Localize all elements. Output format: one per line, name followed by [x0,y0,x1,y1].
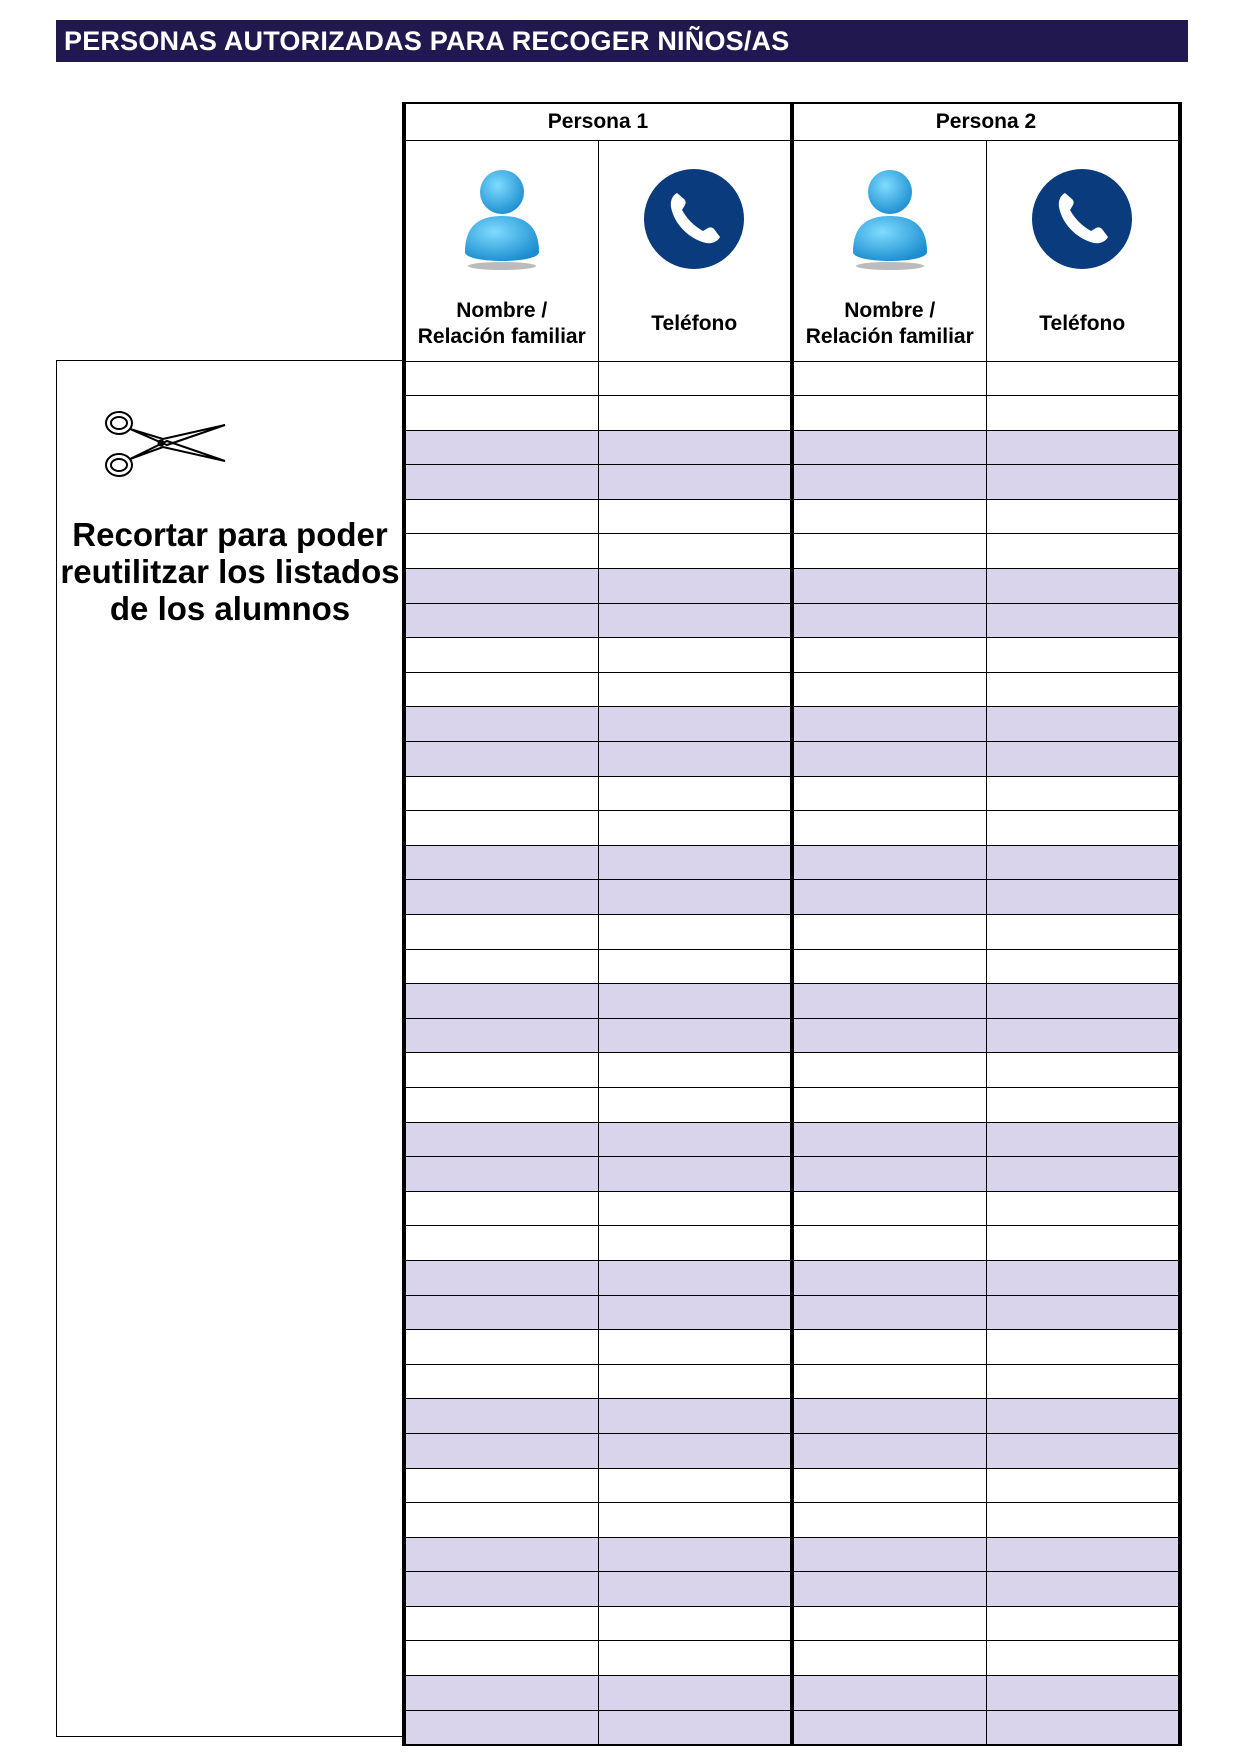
persona-1-phone-cell[interactable] [598,1018,792,1053]
persona-2-name-cell[interactable] [792,1122,986,1157]
persona-1-phone-cell[interactable] [598,1468,792,1503]
persona-2-name-cell[interactable] [792,949,986,984]
persona-1-phone-cell[interactable] [598,1157,792,1192]
persona-2-phone-cell[interactable] [986,811,1180,846]
persona-2-name-cell[interactable] [792,880,986,915]
table-row [404,811,1180,846]
persona-2-name-cell[interactable] [792,499,986,534]
persona-2-name-cell[interactable] [792,569,986,604]
person-icon [457,166,547,272]
table-row [404,984,1180,1019]
persona-1-phone-label: Teléfono [651,311,738,335]
persona-1-phone-cell[interactable] [598,638,792,673]
persona-2-name-cell[interactable] [792,396,986,431]
persona-1-name-cell[interactable] [404,1157,598,1192]
persona-2-phone-cell[interactable] [986,915,1180,950]
persona-2-phone-cell[interactable] [986,1330,1180,1365]
persona-2-name-cell[interactable] [792,1018,986,1053]
persona-1-name-cell[interactable] [404,361,598,396]
persona-1-phone-cell[interactable] [598,1676,792,1711]
persona-1-name-cell[interactable] [404,984,598,1019]
persona-1-phone-cell[interactable] [598,1433,792,1468]
persona-1-name-cell[interactable] [404,1537,598,1572]
cut-note-line-2: reutilitzar los listados [60,553,400,590]
persona-2-phone-cell[interactable] [986,776,1180,811]
persona-1-phone-cell[interactable] [598,569,792,604]
persona-2-phone-cell[interactable] [986,1676,1180,1711]
persona-1-phone-cell[interactable] [598,499,792,534]
persona-2-name-cell[interactable] [792,915,986,950]
table-row [404,396,1180,431]
persona-2-phone-cell[interactable] [986,1157,1180,1192]
table-row [404,845,1180,880]
persona-2-name-cell[interactable] [792,1260,986,1295]
persona-2-name-cell[interactable] [792,603,986,638]
persona-1-name-cell[interactable] [404,1018,598,1053]
phone-icon [644,169,744,269]
persona-1-phone-cell[interactable] [598,534,792,569]
persona-1-name-cell[interactable] [404,1606,598,1641]
scissors-icon [103,405,233,485]
persona-2-phone-cell[interactable] [986,707,1180,742]
persona-2-name-cell[interactable] [792,1053,986,1088]
table-row [404,1260,1180,1295]
persona-1-phone-cell[interactable] [598,1364,792,1399]
persona-1-header: Persona 1 [404,103,792,140]
table-row [404,1364,1180,1399]
persona-2-phone-cell[interactable] [986,1260,1180,1295]
persona-1-phone-header [598,140,792,361]
persona-2-name-label-1: Nombre / [844,298,936,322]
persona-1-phone-cell[interactable] [598,1053,792,1088]
persona-1-phone-cell[interactable] [598,949,792,984]
persona-1-name-cell[interactable] [404,1641,598,1676]
persona-2-phone-cell[interactable] [986,1087,1180,1122]
table-row [404,707,1180,742]
persona-1-phone-cell[interactable] [598,465,792,500]
persona-2-phone-cell[interactable] [986,1433,1180,1468]
persona-2-phone-cell[interactable] [986,569,1180,604]
persona-1-phone-cell[interactable] [598,1191,792,1226]
persona-2-name-cell[interactable] [792,1364,986,1399]
table-row [404,569,1180,604]
persona-2-name-cell[interactable] [792,1468,986,1503]
table-row [404,1053,1180,1088]
cut-instruction-panel [56,360,402,1737]
persona-1-name-cell[interactable] [404,430,598,465]
persona-2-phone-cell[interactable] [986,1122,1180,1157]
table-row [404,742,1180,777]
persona-2-name-cell[interactable] [792,1087,986,1122]
table-row [404,949,1180,984]
persona-2-phone-cell[interactable] [986,499,1180,534]
table-row [404,915,1180,950]
persona-1-name-cell[interactable] [404,776,598,811]
persona-1-phone-cell[interactable] [598,1330,792,1365]
persona-2-name-cell[interactable] [792,430,986,465]
persona-1-name-cell[interactable] [404,672,598,707]
persona-1-name-cell[interactable] [404,1260,598,1295]
table-row [404,430,1180,465]
persona-1-phone-cell[interactable] [598,430,792,465]
persona-1-phone-cell[interactable] [598,845,792,880]
persona-1-phone-cell[interactable] [598,1537,792,1572]
persona-2-phone-cell[interactable] [986,984,1180,1019]
persona-2-name-cell[interactable] [792,638,986,673]
persona-1-phone-cell[interactable] [598,1226,792,1261]
persona-2-phone-label: Teléfono [1039,311,1126,335]
table-row [404,1226,1180,1261]
persona-2-name-cell[interactable] [792,1710,986,1745]
persona-1-name-cell[interactable] [404,1122,598,1157]
persona-2-name-cell[interactable] [792,1433,986,1468]
persona-2-name-label-2: Relación familiar [805,324,974,348]
persona-2-name-cell[interactable] [792,742,986,777]
persona-1-name-cell[interactable] [404,915,598,950]
table-row [404,672,1180,707]
table-row [404,499,1180,534]
persona-1-phone-cell[interactable] [598,1260,792,1295]
persona-1-phone-cell[interactable] [598,1710,792,1745]
table-row [404,1468,1180,1503]
table-row [404,1572,1180,1607]
cut-note-line-3: de los alumnos [109,590,351,627]
cut-note-line-1: Recortar para poder [72,516,388,553]
persona-1-phone-cell[interactable] [598,1399,792,1434]
persona-1-phone-cell[interactable] [598,984,792,1019]
persona-1-phone-cell[interactable] [598,742,792,777]
table-row [404,1087,1180,1122]
persona-1-phone-cell[interactable] [598,1572,792,1607]
persona-2-phone-cell[interactable] [986,1226,1180,1261]
persona-1-name-cell[interactable] [404,499,598,534]
persona-1-name-cell[interactable] [404,1399,598,1434]
persona-2-name-cell[interactable] [792,1606,986,1641]
persona-1-name-cell[interactable] [404,1053,598,1088]
persona-2-phone-cell[interactable] [986,880,1180,915]
persona-2-name-cell[interactable] [792,1226,986,1261]
persona-2-name-cell[interactable] [792,672,986,707]
persona-2-phone-cell[interactable] [986,1641,1180,1676]
table-row [404,1399,1180,1434]
authorized-persons-table [402,102,1182,1746]
persona-1-name-cell[interactable] [404,1330,598,1365]
persona-1-name-label-1: Nombre / [456,298,548,322]
persona-1-phone-cell[interactable] [598,396,792,431]
persona-2-phone-cell[interactable] [986,1018,1180,1053]
persona-2-phone-cell[interactable] [986,430,1180,465]
table-row [404,1710,1180,1745]
persona-1-name-cell[interactable] [404,949,598,984]
persona-2-name-cell[interactable] [792,1503,986,1538]
persona-2-phone-cell[interactable] [986,845,1180,880]
persona-1-name-cell[interactable] [404,1710,598,1745]
persona-1-phone-cell[interactable] [598,811,792,846]
persona-2-phone-cell[interactable] [986,1295,1180,1330]
persona-1-name-cell[interactable] [404,1087,598,1122]
table-row [404,361,1180,396]
persona-2-phone-cell[interactable] [986,1399,1180,1434]
persona-1-phone-cell[interactable] [598,915,792,950]
persona-1-phone-cell[interactable] [598,880,792,915]
persona-2-phone-cell[interactable] [986,534,1180,569]
persona-1-name-cell[interactable] [404,880,598,915]
persona-2-phone-cell[interactable] [986,396,1180,431]
persona-2-name-header [792,140,986,361]
persona-2-name-cell[interactable] [792,361,986,396]
table-row [404,1295,1180,1330]
persona-2-phone-cell[interactable] [986,1572,1180,1607]
persona-2-name-cell[interactable] [792,1330,986,1365]
persona-2-phone-cell[interactable] [986,465,1180,500]
persona-1-phone-cell[interactable] [598,1295,792,1330]
persona-2-name-cell[interactable] [792,465,986,500]
persona-1-name-header [404,140,598,361]
persona-2-phone-header [986,140,1180,361]
persona-1-name-cell[interactable] [404,742,598,777]
table-row [404,1676,1180,1711]
persona-2-name-cell[interactable] [792,1537,986,1572]
persona-1-phone-cell[interactable] [598,776,792,811]
table-row [404,776,1180,811]
table-row [404,638,1180,673]
table-row [404,1433,1180,1468]
persona-1-phone-cell[interactable] [598,361,792,396]
table-row [404,603,1180,638]
persona-1-name-cell[interactable] [404,707,598,742]
page-title: PERSONAS AUTORIZADAS PARA RECOGER NIÑOS/AS [56,20,1188,62]
persona-2-name-cell[interactable] [792,1157,986,1192]
persona-1-name-cell[interactable] [404,1468,598,1503]
persona-2-phone-cell[interactable] [986,1503,1180,1538]
persona-2-name-cell[interactable] [792,1399,986,1434]
persona-2-phone-cell[interactable] [986,1537,1180,1572]
persona-2-phone-cell[interactable] [986,638,1180,673]
persona-1-name-cell[interactable] [404,1503,598,1538]
persona-1-name-cell[interactable] [404,638,598,673]
persona-1-name-cell[interactable] [404,1676,598,1711]
persona-2-name-cell[interactable] [792,534,986,569]
persona-1-phone-cell[interactable] [598,1606,792,1641]
table-row [404,1606,1180,1641]
persona-1-name-label-2: Relación familiar [417,324,586,348]
persona-2-name-cell[interactable] [792,707,986,742]
persona-2-name-cell[interactable] [792,1641,986,1676]
persona-1-phone-cell[interactable] [598,707,792,742]
persona-2-header: Persona 2 [792,103,1180,140]
persona-2-phone-cell[interactable] [986,361,1180,396]
persona-1-name-cell[interactable] [404,569,598,604]
persona-2-phone-cell[interactable] [986,1468,1180,1503]
persona-1-phone-cell[interactable] [598,1641,792,1676]
table-row [404,1157,1180,1192]
cut-instruction-text [57,516,403,627]
table-row [404,1641,1180,1676]
persona-2-phone-cell[interactable] [986,1606,1180,1641]
persona-1-phone-cell[interactable] [598,1122,792,1157]
persona-2-phone-cell[interactable] [986,1191,1180,1226]
persona-1-name-cell[interactable] [404,534,598,569]
table-row [404,1122,1180,1157]
table-row [404,1503,1180,1538]
persona-1-name-cell[interactable] [404,811,598,846]
persona-1-name-cell[interactable] [404,1226,598,1261]
persona-1-name-cell[interactable] [404,845,598,880]
persona-2-name-cell[interactable] [792,776,986,811]
persona-2-name-cell[interactable] [792,1676,986,1711]
table-row [404,1537,1180,1572]
persona-2-phone-cell[interactable] [986,1710,1180,1745]
persona-2-phone-cell[interactable] [986,742,1180,777]
persona-1-name-cell[interactable] [404,465,598,500]
table-row [404,1191,1180,1226]
persona-1-phone-cell[interactable] [598,603,792,638]
persona-1-name-cell[interactable] [404,396,598,431]
persona-2-phone-cell[interactable] [986,672,1180,707]
persona-1-name-cell[interactable] [404,603,598,638]
persona-2-phone-cell[interactable] [986,949,1180,984]
persona-2-phone-cell[interactable] [986,1053,1180,1088]
persona-1-phone-cell[interactable] [598,672,792,707]
table-row [404,1330,1180,1365]
persona-2-name-cell[interactable] [792,845,986,880]
persona-2-name-cell[interactable] [792,984,986,1019]
table-row [404,1018,1180,1053]
persona-2-name-cell[interactable] [792,1572,986,1607]
persona-1-name-cell[interactable] [404,1295,598,1330]
phone-icon [1032,169,1132,269]
persona-1-name-cell[interactable] [404,1433,598,1468]
table-row [404,465,1180,500]
persona-1-phone-cell[interactable] [598,1503,792,1538]
persona-2-phone-cell[interactable] [986,1364,1180,1399]
persona-2-phone-cell[interactable] [986,603,1180,638]
persona-2-name-cell[interactable] [792,1295,986,1330]
person-icon [845,166,935,272]
persona-1-name-cell[interactable] [404,1572,598,1607]
persona-2-name-cell[interactable] [792,811,986,846]
table-row [404,534,1180,569]
persona-1-name-cell[interactable] [404,1364,598,1399]
persona-2-name-cell[interactable] [792,1191,986,1226]
table-row [404,880,1180,915]
persona-1-phone-cell[interactable] [598,1087,792,1122]
persona-1-name-cell[interactable] [404,1191,598,1226]
